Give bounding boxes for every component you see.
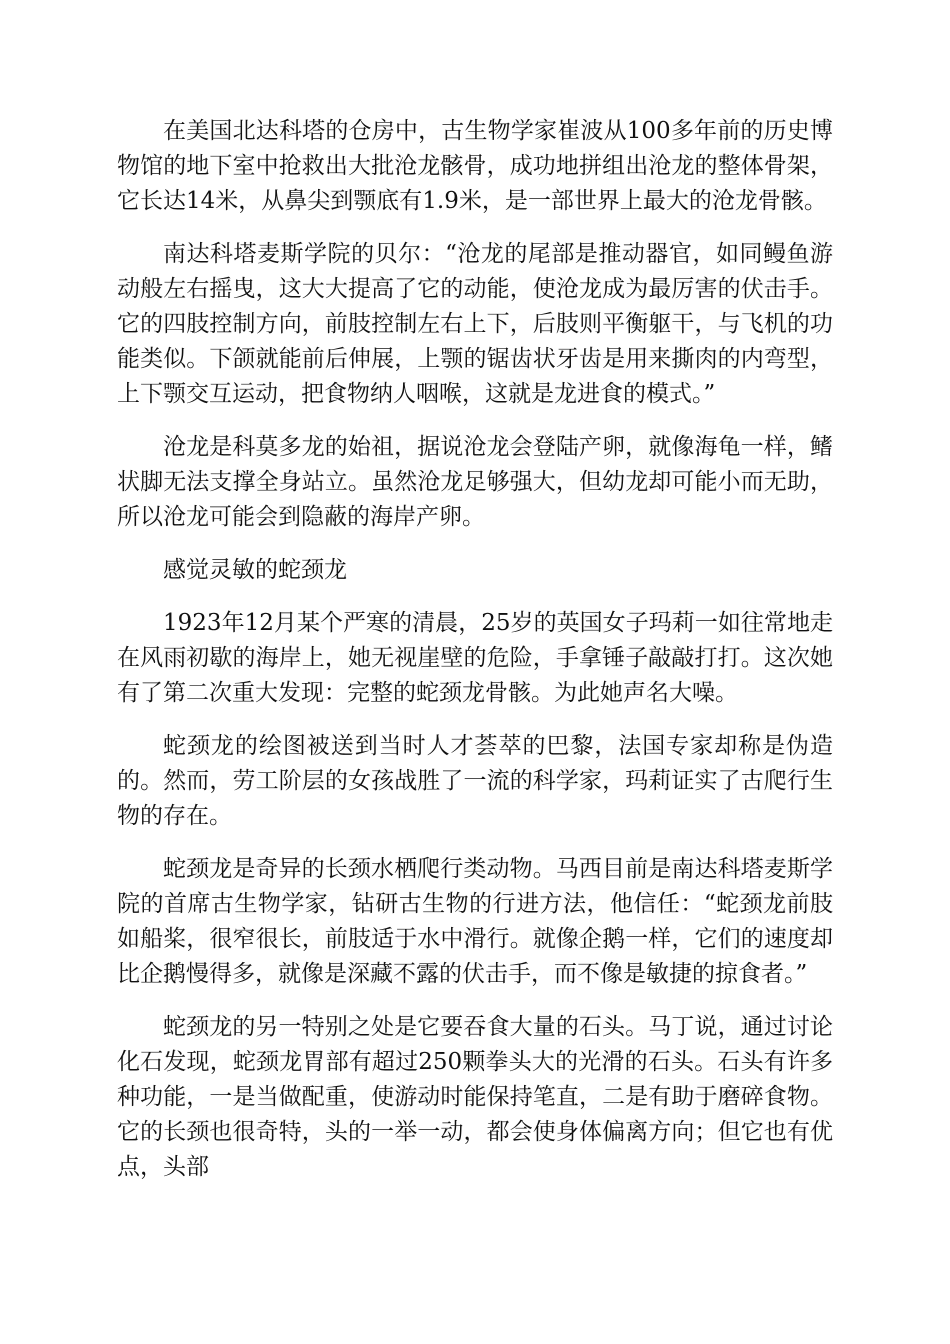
paragraph-4: 1923年12月某个严寒的清晨，25岁的英国女子玛莉一如往常地走在风雨初歇的海岸上，她无视崖壁的危险，手拿锤子敲敲打打。这次她有了第二次重大发现：完整的蛇颈龙骨骸。为此她声名大噪。 (117, 610, 833, 706)
document-page (117, 114, 833, 1203)
section-heading: 感觉灵敏的蛇颈龙 (163, 557, 347, 583)
paragraph-2: 南达科塔麦斯学院的贝尔：“沧龙的尾部是推动器官，如同鳗鱼游动般左右摇曳，这大大提高了它的动能，使沧龙成为最厉害的伏击手。它的四肢控制方向，前肢控制左右上下，后肢则平衡躯干，与飞机的功能类似。下颌就能前后伸展，上颚的锯齿状牙齿是用来撕肉的内弯型，上下颚交互运动，把食物纳人咽喉，这就是龙进食的模式。” (117, 241, 833, 407)
paragraph-3: 沧龙是科莫多龙的始祖，据说沧龙会登陆产卵，就像海龟一样，鳍状脚无法支撑全身站立。虽然沧龙足够强大，但幼龙却可能小而无助，所以沧龙可能会到隐蔽的海岸产卵。 (117, 434, 833, 530)
paragraph-7: 蛇颈龙的另一特别之处是它要吞食大量的石头。马丁说，通过讨论化石发现，蛇颈龙胃部有超过250颗拳头大的光滑的石头。石头有许多种功能，一是当做配重，使游动时能保持笔直，二是有助于磨碎食物。它的长颈也很奇特，头的一举一动，都会使身体偏离方向；但它也有优点，头部 (117, 1014, 833, 1180)
paragraph-6: 蛇颈龙是奇异的长颈水栖爬行类动物。马西目前是南达科塔麦斯学院的首席古生物学家，钻研古生物的行进方法，他信任：“蛇颈龙前肢如船桨，很窄很长，前肢适于水中滑行。就像企鹅一样，它们的速度却比企鹅慢得多，就像是深藏不露的伏击手，而不像是敏捷的掠食者。” (117, 856, 833, 987)
paragraph-1: 在美国北达科塔的仓房中，古生物学家崔波从100多年前的历史博物馆的地下室中抢救出大批沧龙骸骨，成功地拼组出沧龙的整体骨架，它长达14米，从鼻尖到颚底有1.9米，是一部世界上最大的沧龙骨骸。 (117, 118, 833, 214)
paragraph-5: 蛇颈龙的绘图被送到当时人才荟萃的巴黎，法国专家却称是伪造的。然而，劳工阶层的女孩战胜了一流的科学家，玛莉证实了古爬行生物的存在。 (117, 733, 833, 829)
